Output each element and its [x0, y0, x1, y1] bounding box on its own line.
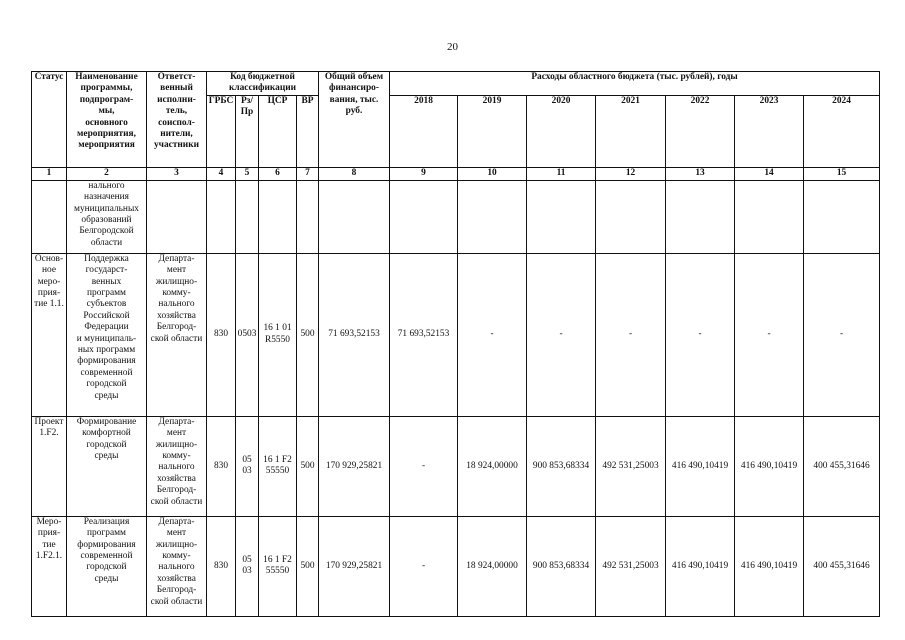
row-csr: 16 1 01 R5550 [259, 253, 297, 416]
row-responsible: Департа- мент жилищно- комму- нального хозяйства Белгород- ской области [147, 416, 207, 516]
row-year-value [804, 180, 880, 253]
row-vr [297, 180, 319, 253]
row-csr: 16 1 F2 55550 [259, 516, 297, 616]
header-year: 2022 [666, 95, 735, 167]
header-name: Наименование программы, подпрограм- мы, основного мероприятия, мероприятия [67, 72, 147, 168]
row-year-value: 416 490,10419 [735, 516, 804, 616]
row-year-value: - [735, 253, 804, 416]
row-responsible: Департа- мент жилищно- комму- нального хозяйства Белгород- ской области [147, 253, 207, 416]
row-vr: 500 [297, 253, 319, 416]
row-year-value: 400 455,31646 [804, 416, 880, 516]
row-year-value: 416 490,10419 [666, 516, 735, 616]
row-grbs [207, 180, 236, 253]
row-year-value: 900 853,68334 [527, 416, 596, 516]
column-number: 5 [236, 167, 259, 180]
row-rzpr [236, 180, 259, 253]
row-total: 170 929,25821 [319, 416, 390, 516]
row-year-value [458, 180, 527, 253]
column-number: 15 [804, 167, 880, 180]
row-name: Реализация программ формирования современной городской среды [67, 516, 147, 616]
column-number: 3 [147, 167, 207, 180]
column-number: 8 [319, 167, 390, 180]
row-status: Основ- ное меро- прия- тие 1.1. [32, 253, 67, 416]
row-year-value: 416 490,10419 [735, 416, 804, 516]
row-vr: 500 [297, 516, 319, 616]
header-expenses: Расходы областного бюджета (тыс. рублей), годы [390, 72, 880, 96]
row-status [32, 180, 67, 253]
header-year: 2021 [596, 95, 666, 167]
header-year: 2020 [527, 95, 596, 167]
row-year-value: - [666, 253, 735, 416]
row-rzpr: 0503 [236, 253, 259, 416]
row-name: Поддержка государст- венных программ субъектов Российской Федерации и муниципаль- ных программ формирования современной городской среды [67, 253, 147, 416]
row-responsible [147, 180, 207, 253]
row-year-value: 71 693,52153 [390, 253, 458, 416]
row-grbs: 830 [207, 516, 236, 616]
header-grbs: ГРБС [207, 95, 236, 167]
column-number: 13 [666, 167, 735, 180]
header-code: Код бюджетной классификации [207, 72, 319, 96]
table-row [32, 180, 880, 253]
row-vr: 500 [297, 416, 319, 516]
column-number: 7 [297, 167, 319, 180]
row-year-value [390, 180, 458, 253]
row-name: Формирование комфортной городской среды [67, 416, 147, 516]
row-responsible: Департа- мент жилищно- комму- нального хозяйства Белгород- ской области [147, 516, 207, 616]
column-number: 1 [32, 167, 67, 180]
row-grbs: 830 [207, 416, 236, 516]
header-vr: ВР [297, 95, 319, 167]
row-year-value [596, 180, 666, 253]
header-status: Статус [32, 72, 67, 168]
row-year-value: - [390, 516, 458, 616]
row-year-value [527, 180, 596, 253]
header-total: Общий объем финансиро- вания, тыс. руб. [319, 72, 390, 168]
page-number: 20 [447, 41, 458, 53]
row-year-value: - [596, 253, 666, 416]
row-year-value [735, 180, 804, 253]
row-csr [259, 180, 297, 253]
row-year-value: 900 853,68334 [527, 516, 596, 616]
row-rzpr: 05 03 [236, 516, 259, 616]
table-row [32, 516, 880, 616]
row-year-value: 400 455,31646 [804, 516, 880, 616]
row-csr: 16 1 F2 55550 [259, 416, 297, 516]
column-number: 14 [735, 167, 804, 180]
row-rzpr: 05 03 [236, 416, 259, 516]
table-row [32, 416, 880, 516]
row-year-value: - [527, 253, 596, 416]
header-responsible: Ответст- венный исполни- тель, соиспол- нители, участники [147, 72, 207, 168]
header-year: 2018 [390, 95, 458, 167]
column-number: 12 [596, 167, 666, 180]
row-year-value: 18 924,00000 [458, 516, 527, 616]
budget-table [31, 71, 880, 617]
row-year-value: - [804, 253, 880, 416]
header-rzpr: Рз/ Пр [236, 95, 259, 167]
header-year: 2019 [458, 95, 527, 167]
header-row-1 [32, 72, 880, 96]
column-number: 10 [458, 167, 527, 180]
row-year-value: 492 531,25003 [596, 416, 666, 516]
header-year: 2024 [804, 95, 880, 167]
column-number: 2 [67, 167, 147, 180]
row-status: Меро- прия- тие 1.F2.1. [32, 516, 67, 616]
row-total [319, 180, 390, 253]
table-row [32, 253, 880, 416]
row-year-value: - [390, 416, 458, 516]
column-number-row [32, 167, 880, 180]
column-number: 4 [207, 167, 236, 180]
row-grbs: 830 [207, 253, 236, 416]
column-number: 6 [259, 167, 297, 180]
row-status: Проект 1.F2. [32, 416, 67, 516]
column-number: 11 [527, 167, 596, 180]
row-total: 71 693,52153 [319, 253, 390, 416]
header-year: 2023 [735, 95, 804, 167]
row-total: 170 929,25821 [319, 516, 390, 616]
column-number: 9 [390, 167, 458, 180]
row-year-value [666, 180, 735, 253]
row-year-value: 18 924,00000 [458, 416, 527, 516]
row-year-value: - [458, 253, 527, 416]
row-name: нального назначения муниципальных образований Белгородской области [67, 180, 147, 253]
row-year-value: 416 490,10419 [666, 416, 735, 516]
header-csr: ЦСР [259, 95, 297, 167]
row-year-value: 492 531,25003 [596, 516, 666, 616]
